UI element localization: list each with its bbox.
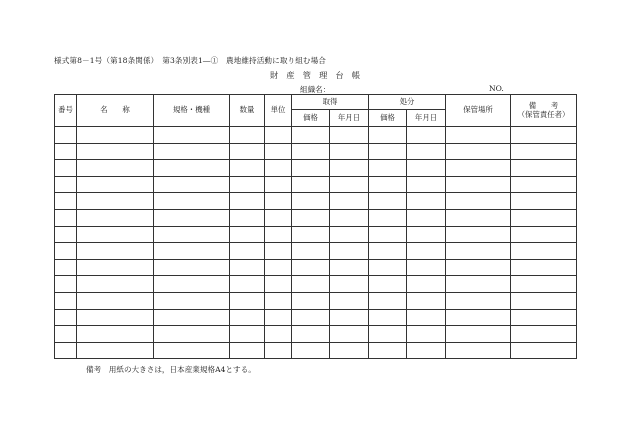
organization-label: 組織名： [300, 85, 331, 94]
table-row [55, 342, 577, 359]
cell-disp-date [407, 193, 446, 210]
header-acquisition-price: 価格 [292, 110, 330, 127]
cell-disp-date [407, 276, 446, 293]
cell-location [446, 143, 511, 160]
cell-acq-date [330, 259, 369, 276]
cell-spec [154, 193, 230, 210]
cell-acq-date [330, 276, 369, 293]
cell-location [446, 342, 511, 359]
cell-quantity [230, 276, 265, 293]
header-spec: 規格・機種 [154, 95, 230, 127]
cell-location [446, 292, 511, 309]
cell-disp-price [369, 160, 407, 177]
cell-remarks [511, 326, 577, 343]
cell-location [446, 259, 511, 276]
cell-disp-price [369, 143, 407, 160]
cell-disp-price [369, 276, 407, 293]
cell-acq-price [292, 292, 330, 309]
cell-acq-date [330, 326, 369, 343]
cell-unit [265, 143, 292, 160]
cell-name [77, 176, 154, 193]
header-acquisition: 取得 [292, 95, 369, 110]
cell-acq-date [330, 209, 369, 226]
cell-disp-price [369, 309, 407, 326]
cell-acq-price [292, 243, 330, 260]
cell-disp-date [407, 326, 446, 343]
cell-spec [154, 226, 230, 243]
header-disposal-date: 年月日 [407, 110, 446, 127]
cell-acq-price [292, 326, 330, 343]
cell-spec [154, 160, 230, 177]
cell-name [77, 292, 154, 309]
cell-location [446, 176, 511, 193]
header-acquisition-date: 年月日 [330, 110, 369, 127]
cell-acq-date [330, 292, 369, 309]
table-row [55, 259, 577, 276]
cell-quantity [230, 143, 265, 160]
cell-number [55, 143, 77, 160]
cell-unit [265, 193, 292, 210]
cell-name [77, 276, 154, 293]
cell-spec [154, 209, 230, 226]
cell-quantity [230, 160, 265, 177]
cell-number [55, 326, 77, 343]
cell-disp-price [369, 326, 407, 343]
table-row [55, 127, 577, 144]
cell-spec [154, 143, 230, 160]
cell-number [55, 276, 77, 293]
cell-acq-price [292, 342, 330, 359]
cell-location [446, 209, 511, 226]
cell-acq-price [292, 309, 330, 326]
cell-location [446, 127, 511, 144]
cell-disp-price [369, 226, 407, 243]
cell-name [77, 309, 154, 326]
cell-location [446, 160, 511, 177]
cell-unit [265, 127, 292, 144]
page-number-label: NO. [489, 84, 504, 93]
ledger-body [55, 127, 577, 359]
table-row [55, 326, 577, 343]
cell-disp-date [407, 160, 446, 177]
cell-remarks [511, 292, 577, 309]
header-storage-location: 保管場所 [446, 95, 511, 127]
cell-spec [154, 326, 230, 343]
cell-acq-price [292, 259, 330, 276]
header-disposal-price: 価格 [369, 110, 407, 127]
cell-quantity [230, 309, 265, 326]
cell-quantity [230, 243, 265, 260]
cell-acq-date [330, 342, 369, 359]
cell-disp-date [407, 143, 446, 160]
cell-unit [265, 326, 292, 343]
header-number: 番号 [55, 95, 77, 127]
cell-remarks [511, 160, 577, 177]
header-remarks [511, 95, 577, 127]
cell-name [77, 193, 154, 210]
cell-disp-date [407, 309, 446, 326]
cell-disp-date [407, 259, 446, 276]
cell-spec [154, 243, 230, 260]
cell-remarks [511, 209, 577, 226]
cell-name [77, 209, 154, 226]
cell-disp-date [407, 342, 446, 359]
cell-remarks [511, 342, 577, 359]
table-row [55, 292, 577, 309]
cell-unit [265, 342, 292, 359]
cell-name [77, 326, 154, 343]
cell-location [446, 243, 511, 260]
cell-disp-price [369, 176, 407, 193]
cell-acq-price [292, 176, 330, 193]
cell-unit [265, 292, 292, 309]
cell-disp-price [369, 209, 407, 226]
cell-name [77, 160, 154, 177]
cell-location [446, 326, 511, 343]
cell-number [55, 292, 77, 309]
cell-disp-price [369, 342, 407, 359]
cell-disp-price [369, 259, 407, 276]
cell-acq-date [330, 160, 369, 177]
cell-number [55, 243, 77, 260]
cell-spec [154, 292, 230, 309]
cell-number [55, 127, 77, 144]
cell-acq-price [292, 276, 330, 293]
cell-spec [154, 176, 230, 193]
cell-spec [154, 276, 230, 293]
cell-name [77, 143, 154, 160]
cell-remarks [511, 143, 577, 160]
header-name: 名 称 [77, 95, 154, 127]
page-title: 財 産 管 理 台 帳 [269, 70, 361, 80]
table-row [55, 226, 577, 243]
cell-number [55, 209, 77, 226]
cell-name [77, 226, 154, 243]
cell-name [77, 259, 154, 276]
cell-remarks [511, 259, 577, 276]
cell-disp-date [407, 127, 446, 144]
cell-number [55, 193, 77, 210]
header-unit: 単位 [265, 95, 292, 127]
cell-name [77, 127, 154, 144]
cell-acq-price [292, 127, 330, 144]
cell-acq-price [292, 209, 330, 226]
cell-disp-date [407, 243, 446, 260]
cell-acq-date [330, 127, 369, 144]
table-row [55, 176, 577, 193]
footnote: 備考 用紙の大きさは，日本産業規格A4とする。 [86, 365, 256, 374]
cell-disp-price [369, 243, 407, 260]
cell-number [55, 160, 77, 177]
cell-name [77, 342, 154, 359]
cell-location [446, 193, 511, 210]
cell-disp-date [407, 209, 446, 226]
cell-quantity [230, 259, 265, 276]
cell-quantity [230, 209, 265, 226]
table-row [55, 143, 577, 160]
cell-location [446, 276, 511, 293]
cell-location [446, 309, 511, 326]
cell-acq-date [330, 243, 369, 260]
cell-disp-price [369, 193, 407, 210]
cell-quantity [230, 193, 265, 210]
table-row [55, 243, 577, 260]
table-row [55, 276, 577, 293]
form-number: 様式第8－1号（第18条関係） 第3条別表1―① 農地維持活動に取り組む場合 [54, 56, 326, 65]
cell-disp-date [407, 226, 446, 243]
cell-remarks [511, 243, 577, 260]
cell-disp-date [407, 292, 446, 309]
cell-remarks [511, 127, 577, 144]
cell-name [77, 243, 154, 260]
table-row [55, 160, 577, 177]
cell-acq-price [292, 193, 330, 210]
cell-acq-date [330, 226, 369, 243]
cell-quantity [230, 326, 265, 343]
cell-number [55, 226, 77, 243]
cell-unit [265, 309, 292, 326]
cell-remarks [511, 193, 577, 210]
cell-acq-date [330, 176, 369, 193]
cell-quantity [230, 292, 265, 309]
table-row [55, 209, 577, 226]
cell-acq-price [292, 143, 330, 160]
cell-acq-date [330, 309, 369, 326]
property-ledger-table [54, 94, 577, 359]
header-quantity: 数量 [230, 95, 265, 127]
cell-acq-price [292, 226, 330, 243]
cell-acq-date [330, 193, 369, 210]
table-row [55, 193, 577, 210]
cell-quantity [230, 127, 265, 144]
cell-disp-price [369, 292, 407, 309]
cell-location [446, 226, 511, 243]
cell-unit [265, 176, 292, 193]
cell-remarks [511, 176, 577, 193]
cell-unit [265, 160, 292, 177]
cell-unit [265, 209, 292, 226]
cell-spec [154, 127, 230, 144]
cell-quantity [230, 342, 265, 359]
header-remarks-label: 備 考 [528, 100, 559, 110]
header-disposal: 処分 [369, 95, 446, 110]
cell-remarks [511, 309, 577, 326]
cell-number [55, 259, 77, 276]
cell-unit [265, 226, 292, 243]
table-row [55, 309, 577, 326]
cell-spec [154, 309, 230, 326]
cell-number [55, 342, 77, 359]
cell-unit [265, 276, 292, 293]
cell-quantity [230, 176, 265, 193]
cell-acq-price [292, 160, 330, 177]
cell-unit [265, 243, 292, 260]
cell-disp-date [407, 176, 446, 193]
cell-number [55, 176, 77, 193]
cell-acq-date [330, 143, 369, 160]
cell-quantity [230, 226, 265, 243]
cell-unit [265, 259, 292, 276]
cell-remarks [511, 226, 577, 243]
cell-spec [154, 259, 230, 276]
cell-disp-price [369, 127, 407, 144]
cell-number [55, 309, 77, 326]
cell-remarks [511, 276, 577, 293]
header-remarks-sub: （保管責任者） [517, 109, 570, 119]
cell-spec [154, 342, 230, 359]
